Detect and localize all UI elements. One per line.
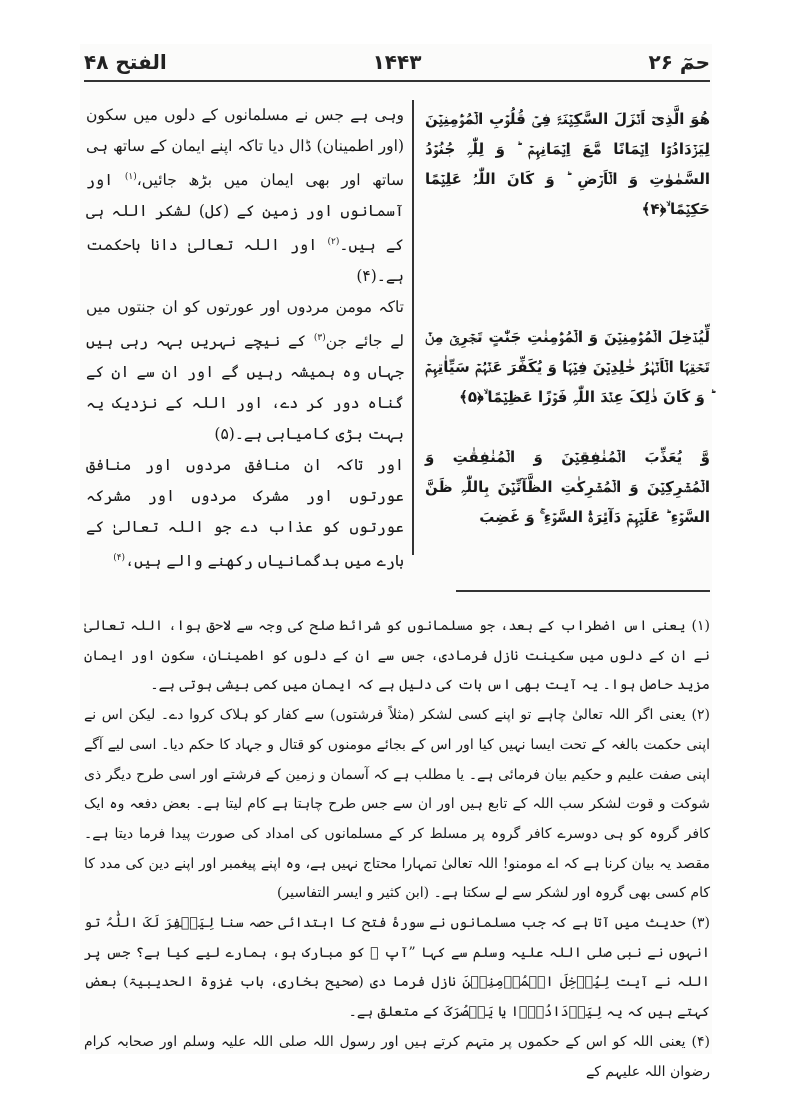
footnote-4: (۴)یعنی اللہ کو اس کے حکموں پر متہم کرتے ہیں اور رسول اللہ صلی اللہ علیہ وسلم اور صحابہ کرام رضوان اللہ علیہم کے <box>84 1033 710 1080</box>
arabic-verse-5: لِّیُدۡخِلَ الۡمُؤۡمِنِیۡنَ وَ الۡمُؤۡمِنٰتِ جَنّٰتٍ تَجۡرِیۡ مِنۡ تَحۡتِہَا الۡاَنۡہٰرُ خٰلِدِیۡنَ فِیۡہَا وَ یُکَفِّرَ عَنۡہُمۡ سَیِّاٰتِہِمۡ ؕ وَ کَانَ ذٰلِکَ عِنۡدَ اللّٰہِ فَوۡزًا عَظِیۡمًا ۙ﴿۵﴾ <box>425 328 710 406</box>
surah-name: الفتح ۴۸ <box>84 50 167 74</box>
footnote-number: (۲) <box>691 707 711 724</box>
arabic-verse-6: وَّ یُعَذِّبَ الۡمُنٰفِقِیۡنَ وَ الۡمُنٰفِقٰتِ وَ الۡمُشۡرِکِیۡنَ وَ الۡمُشۡرِکٰتِ الظَّآنِّیۡنَ بِاللّٰہِ ظَنَّ السَّوۡءِ ؕ عَلَیۡہِمۡ دَآئِرَۃُ السَّوۡءِ ۚ وَ غَضِبَ <box>425 448 710 526</box>
arabic-text-column <box>425 104 710 532</box>
page-number: ۱۴۴۳ <box>372 50 422 74</box>
footnote-rule <box>456 590 710 592</box>
footnotes <box>84 612 710 1087</box>
translation-verse-4: وہی ہے جس نے مسلمانوں کے دلوں میں سکون (اور اطمینان) ڈال دیا تاکہ اپنے ایمان کے ساتھ ہی ساتھ اور بھی ایمان میں بڑھ جائیں،$^{(۱)}$ اور آسمانوں اور زمین کے (کل) لشکر اللہ ہی کے ہیں۔$^{(۲)}$ اور اللہ تعالیٰ دانا باحکمت ہے۔(۴) <box>86 106 405 286</box>
para-name: حمٓ ۲۶ <box>648 50 710 74</box>
translation-verse-5: تاکہ مومن مردوں اور عورتوں کو ان جنتوں میں لے جائے جن$^{(۳)}$ کے نیچے نہریں بہہ رہی ہیں جہاں وہ ہمیشہ رہیں گے اور ان سے ان کے گناہ دور کر دے، اور اللہ کے نزدیک یہ بہت بڑی کامیابی ہے۔(۵) <box>86 298 405 444</box>
arabic-verse-4: هُوَ الَّذِیٓ اَنۡزَلَ السَّکِیۡنَۃَ فِیۡ قُلُوۡبِ الۡمُؤۡمِنِیۡنَ لِیَزۡدَادُوۡۤا اِیۡمَانًا مَّعَ اِیۡمَانِہِمۡ ؕ وَ لِلّٰہِ جُنُوۡدُ السَّمٰوٰتِ وَ الۡاَرۡضِ ؕ وَ کَانَ اللّٰہُ عَلِیۡمًا حَکِیۡمًا ۙ﴿۴﴾ <box>425 110 710 218</box>
footnote-ref[interactable]: (۱) <box>124 172 137 182</box>
footnote-ref[interactable]: (۳) <box>313 333 326 344</box>
urdu-translation-column <box>86 100 404 578</box>
footnote-number: (۱) <box>691 618 710 634</box>
footnote-ref[interactable]: (۴) <box>113 553 126 564</box>
footnote-3: (۳)حدیث میں آتا ہے کہ جب مسلمانوں نے سورۂ فتح کا ابتدائی حصہ سنا لِیَغۡفِرَ لَکَ اللّٰہُ تو انہوں نے نبی صلی اللہ علیہ وسلم سے کہا ”آپ ﷺ کو مبارک ہو، ہمارے لیے کیا ہے؟ جس پر اللہ نے آیت لِیُدۡخِلَ الۡمُؤۡمِنِیۡنَ نازل فرما دی (صحیح بخاری، باب غزوۃ الحدیبیۃ) بعض کہتے ہیں کہ یہ لِیَزۡدَادُوۡۤا یا یَنۡصُرَکَ کے متعلق ہے۔ <box>84 915 710 1021</box>
footnote-number: (۴) <box>691 1033 710 1050</box>
column-divider <box>412 100 414 555</box>
footnote-2: (۲)یعنی اگر اللہ تعالیٰ چاہے تو اپنے کسی لشکر (مثلاً فرشتوں) سے کفار کو ہلاک کروا دے۔ لیکن اس نے اپنی حکمت بالغہ کے تحت ایسا نہیں کیا اور اس کے بجائے مومنوں کو قتال و جہاد کا حکم دیا۔ اسی لیے آگے اپنی صفت علیم و حکیم بیان فرمائی ہے۔ یا مطلب ہے کہ آسمان و زمین کے فرشتے اور اسی طرح دیگر ذی شوکت و قوت لشکر سب اللہ کے تابع ہیں اور ان سے جس طرح چاہتا ہے کام لیتا ہے۔ بعض دفعہ وہ ایک کافر گروہ کو ہی دوسرے کافر گروہ پر مسلط کر کے مسلمانوں کی امداد کی صورت پیدا فرما دیتا ہے۔ مقصد یہ بیان کرنا ہے کہ اے مومنو! اللہ تعالیٰ تمہارا محتاج نہیں ہے، وہ اپنے پیغمبر اور اپنے دین کی مدد کا کام کسی بھی گروہ اور لشکر سے لے سکتا ہے۔ (ابن کثیر و ایسر التفاسیر) <box>84 707 711 902</box>
footnote-1: (۱)یعنی اس اضطراب کے بعد، جو مسلمانوں کو شرائط صلح کی وجہ سے لاحق ہوا، اللہ تعالیٰ نے ان کے دلوں میں سکینت نازل فرمادی، جس سے ان کے دلوں کو اطمینان، سکون اور ایمان مزید حاصل ہوا۔ یہ آیت بھی اس بات کی دلیل ہے کہ ایمان میں کمی بیشی ہوتی ہے۔ <box>84 618 710 694</box>
page-header <box>84 46 710 78</box>
translation-verse-6: اور تاکہ ان منافق مردوں اور منافق عورتوں اور مشرک مردوں اور مشرکہ عورتوں کو عذاب دے جو اللہ تعالیٰ کے بارے میں بدگمانیاں رکھنے والے ہیں،$^{(۴)}$ <box>86 456 404 571</box>
footnote-ref[interactable]: (۲) <box>327 237 340 248</box>
header-rule <box>84 80 710 82</box>
footnote-number: (۳) <box>691 915 710 932</box>
